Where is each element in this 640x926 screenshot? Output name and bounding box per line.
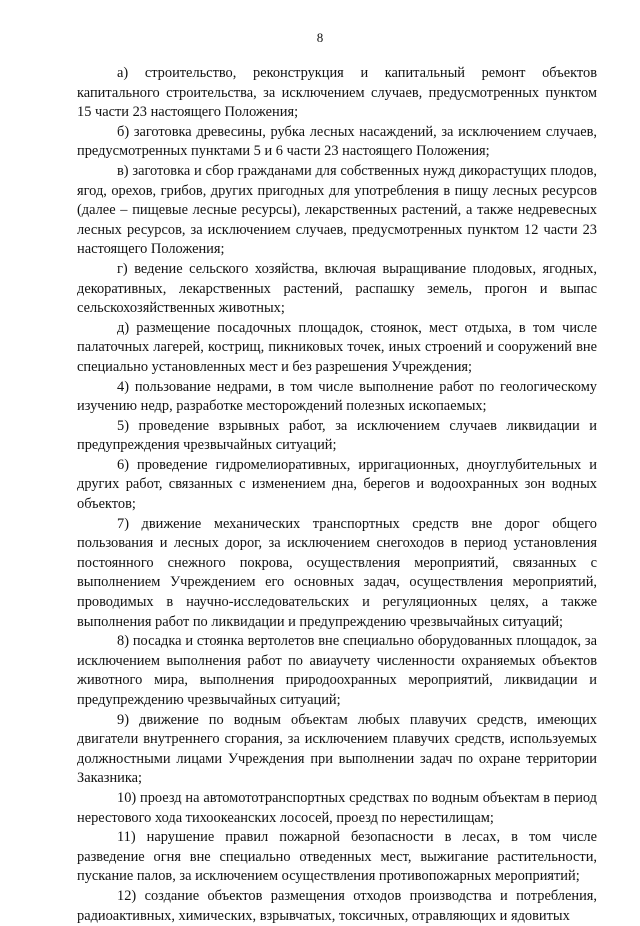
document-body [77,64,597,926]
paragraph-d-placement: д) размещение посадочных площадок, стоянок, мест отдыха, в том числе палаточных лагерей, кострищ, пикниковых точек, иных строений и сооружений вне специально установленных мест и без разрешения Учреждения; [77,319,597,375]
paragraph-6-hydro-works: 6) проведение гидромелиоративных, ирригационных, дноуглубительных и других работ, связанных с изменением дна, берегов и водоохранных зон водных объектов; [77,456,597,513]
paragraph-12-waste: 12) создание объектов размещения отходов производства и потребления, радиоактивных, химических, взрывчатых, токсичных, отравляющих и ядовитых [77,887,597,924]
paragraph-10-spawning: 10) проезд на автомототранспортных средствах по водным объектам в период нерестового хода тихоокеанских лососей, проезд по нерестилищам; [77,789,597,826]
paragraph-g-agriculture: г) ведение сельского хозяйства, включая выращивание плодовых, ягодных, декоративных, лекарственных растений, распашку земель, прогон и выпас сельскохозяйственных животных; [77,260,597,317]
paragraph-7-vehicles: 7) движение механических транспортных средств вне дорог общего пользования и лесных дорог, за исключением снегоходов в период установления постоянного снежного покрова, осуществления мероприятий, связанных с выполнением Учреждением его основных задач, осуществления мероприятий, проводимых в научно-исследовательских и регуляционных целях, а также выполнения работ по ликвидации и предупреждению чрезвычайных ситуаций; [77,515,597,630]
paragraph-a-construction: а) строительство, реконструкция и капитальный ремонт объектов капитального строительства, за исключением случаев, предусмотренных пунктом 15 части 23 настоящего Положения; [77,65,597,121]
paragraph-11-fire-safety: 11) нарушение правил пожарной безопасности в лесах, в том числе разведение огня вне специально отведенных мест, выжигание растительности, пускание палов, за исключением осуществления противопожарных мероприятий; [77,829,597,885]
paragraph-b-logging: б) заготовка древесины, рубка лесных насаждений, за исключением случаев, предусмотренных пунктами 5 и 6 части 23 настоящего Положения; [77,123,597,160]
page-number: 8 [316,30,324,45]
paragraph-8-helicopters: 8) посадка и стоянка вертолетов вне специально оборудованных площадок, за исключением выполнения работ по авиаучету численности охраняемых объектов животного мира, выполнения природоохранных мероприятий, ликвидации и предупреждению чрезвычайных ситуаций; [77,633,597,708]
paragraph-4-subsoil: 4) пользование недрами, в том числе выполнение работ по геологическому изучению недр, разработке месторождений полезных ископаемых; [77,378,597,415]
paragraph-9-watercraft: 9) движение по водным объектам любых плавучих средств, имеющих двигатели внутреннего сгорания, за исключением плавучих средств, используемых должностными лицами Учреждения при выполнении задач по охране территории Заказника; [77,711,597,787]
paragraph-v-harvesting: в) заготовка и сбор гражданами для собственных нужд дикорастущих плодов, ягод, орехов, грибов, других пригодных для употребления в пищу лесных ресурсов (далее – пищевые лесные ресурсы), лекарственных растений, а также недревесных лесных ресурсов, за исключением случаев, предусмотренных пунктом 12 части 23 настоящего Положения; [77,162,597,258]
paragraph-5-blasting: 5) проведение взрывных работ, за исключением случаев ликвидации и предупреждения чрезвычайных ситуаций; [77,417,597,454]
